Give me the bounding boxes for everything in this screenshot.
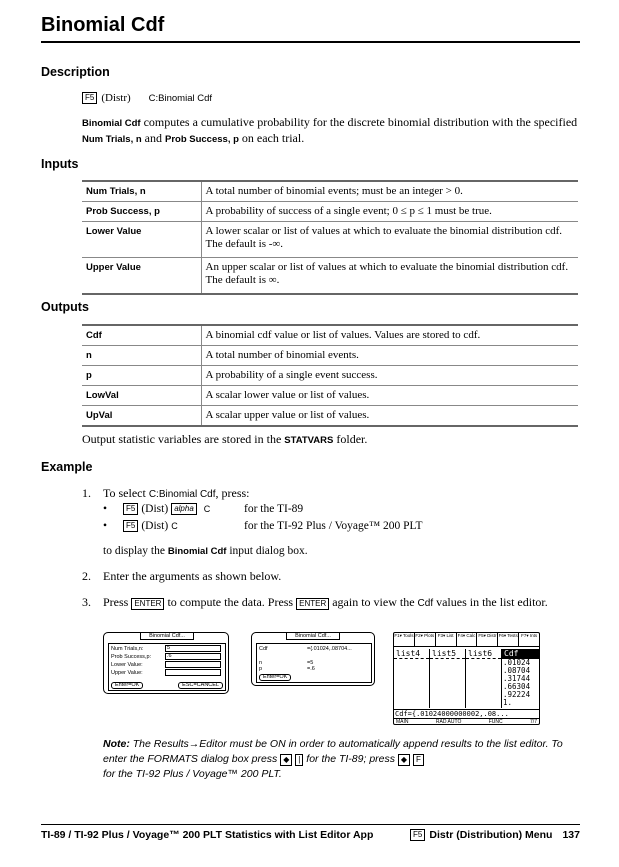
field-label: Lower Value:	[111, 662, 143, 668]
calculator-screen-results-dialog	[251, 632, 375, 686]
output-desc: A probability of a single event success.	[201, 366, 578, 386]
page-title: Binomial Cdf	[41, 14, 165, 36]
outputs-heading: Outputs	[41, 300, 89, 314]
step-menu-item: C:Binomial Cdf	[148, 489, 216, 500]
output-name: UpVal	[82, 406, 201, 427]
bullet-ti89	[103, 503, 303, 515]
dialog-title: Binomial Cdf...	[286, 633, 340, 640]
step-text: To select	[103, 486, 146, 500]
output-desc: A scalar lower value or list of values.	[201, 386, 578, 406]
menu-path: C:Binomial Cdf	[148, 92, 213, 104]
result-value: ={.01024,.08704...	[307, 646, 352, 652]
toolbar-plots-tab[interactable]: F2▾ Plots	[415, 633, 436, 646]
input-desc: A lower scalar or list of values at which to evaluate the binomial distribution cdf. The default is -∞.	[201, 222, 578, 258]
table-row	[82, 346, 578, 366]
dialog-field-labels	[111, 645, 165, 677]
enter-ok-button[interactable]: Enter=OK	[259, 674, 291, 681]
step-number: 2.	[82, 569, 91, 583]
enter-key-icon: ENTER	[296, 598, 329, 610]
cdf-cell[interactable]: .66304	[503, 682, 531, 691]
list-column[interactable]	[394, 649, 430, 708]
list-columns	[394, 649, 539, 708]
note-text-3: for the TI-92 Plus / Voyage™ 200 PLT.	[103, 768, 282, 780]
inputs-table	[82, 180, 578, 295]
para-and: and	[144, 131, 162, 145]
bullet-for-text: for the TI-92 Plus / Voyage™ 200 PLT	[244, 520, 423, 532]
output-desc: A binomial cdf value or list of values. Values are stored to cdf.	[201, 325, 578, 346]
table-row	[82, 386, 578, 406]
toolbar-calc-tab[interactable]: F4▾ Calc	[457, 633, 478, 646]
para-prob-success: Prob Success, p	[164, 134, 239, 145]
outputs-note-text-1: Output statistic variables are stored in the	[82, 432, 282, 446]
input-desc: A probability of success of a single event; 0 ≤ p ≤ 1 must be true.	[201, 202, 578, 222]
input-name: Upper Value	[82, 258, 201, 295]
list-column-cdf[interactable]	[502, 649, 539, 708]
note-label: Note:	[103, 738, 130, 750]
input-desc: A total number of binomial events; must be an integer > 0.	[201, 181, 578, 202]
diamond-key-icon: ◆	[280, 754, 292, 766]
menu-keypath	[82, 92, 212, 104]
alpha-key-icon: alpha	[171, 503, 197, 515]
num-trials-field[interactable]: 5	[165, 645, 221, 652]
output-name: p	[82, 366, 201, 386]
cdf-cell[interactable]: .31744	[503, 674, 531, 683]
prob-success-field[interactable]: .6	[165, 653, 221, 660]
display-text-1: to display the	[103, 545, 165, 557]
output-name: Cdf	[82, 325, 201, 346]
result-value: =5	[307, 660, 314, 666]
field-label: Num Trials,n:	[111, 646, 144, 652]
footer-section: Distr (Distribution) Menu	[429, 829, 553, 841]
inputs-heading: Inputs	[41, 157, 79, 171]
note-text-2: for the TI-89; press	[306, 753, 395, 765]
lower-value-field[interactable]	[165, 661, 221, 668]
cdf-cell[interactable]: .08704	[503, 666, 531, 675]
status-mode: RAD AUTO	[435, 719, 462, 725]
key-letter: C	[203, 504, 211, 514]
example-heading: Example	[41, 460, 93, 474]
step-text: Enter the arguments as shown below.	[103, 569, 282, 583]
f-key-icon: F	[413, 754, 424, 766]
column-header-cdf: Cdf	[502, 649, 539, 659]
outputs-note	[82, 432, 582, 448]
cdf-cell[interactable]: .92224	[503, 690, 531, 699]
step-text-again: again to view the	[332, 595, 415, 609]
para-text-1: computes a cumulative probability for the discrete binomial distribution with the specified	[143, 115, 578, 129]
f5-key-icon: F5	[410, 829, 425, 841]
step-text: Press	[103, 595, 129, 609]
bullet-dot-icon: •	[103, 503, 108, 515]
distr-label: (Distr)	[101, 92, 131, 104]
pipe-key-icon: |	[295, 754, 303, 766]
cdf-cell[interactable]: .01024	[503, 658, 531, 667]
enter-ok-button[interactable]: Enter=OK	[111, 682, 143, 689]
display-text	[103, 544, 603, 559]
input-name: Num Trials, n	[82, 181, 201, 202]
dist-label: (Dist)	[141, 520, 169, 532]
para-text-2: on each trial.	[241, 131, 305, 145]
f5-key-icon: F5	[123, 503, 138, 515]
calculator-screen-input-dialog	[103, 632, 229, 694]
footer-rule	[41, 824, 580, 825]
note-paragraph	[103, 737, 583, 782]
step-number: 1.	[82, 486, 91, 500]
output-name: LowVal	[82, 386, 201, 406]
key-letter: C	[171, 521, 178, 531]
field-label: Upper Value:	[111, 670, 143, 676]
upper-value-field[interactable]	[165, 669, 221, 676]
input-desc: An upper scalar or list of values at which to evaluate the binomial distribution cdf. The default is ∞.	[201, 258, 578, 295]
table-row	[82, 222, 578, 258]
toolbar-distr-tab[interactable]: F5▾ Distr	[477, 633, 498, 646]
toolbar-tests-tab[interactable]: F6▾ Tests	[498, 633, 519, 646]
column-header: list4	[394, 649, 429, 659]
status-count: 7/7	[530, 719, 537, 725]
status-graph-mode: FUNC	[488, 719, 503, 725]
column-header: list6	[466, 649, 501, 659]
step-3	[82, 595, 580, 611]
step-text-end: , press:	[215, 486, 250, 500]
list-column[interactable]	[430, 649, 466, 708]
table-row	[82, 258, 578, 295]
list-column[interactable]	[466, 649, 502, 708]
output-desc: A scalar upper value or list of values.	[201, 406, 578, 427]
outputs-table	[82, 324, 578, 427]
output-name: n	[82, 346, 201, 366]
diamond-key-icon: ◆	[398, 754, 410, 766]
step-number: 3.	[82, 595, 91, 609]
bullet-for-text: for the TI-89	[244, 503, 304, 515]
description-heading: Description	[41, 65, 110, 79]
dialog-title: Binomial Cdf...	[140, 633, 194, 640]
field-label: Prob Success,p:	[111, 654, 152, 660]
display-text-2: input dialog box.	[229, 545, 308, 557]
entry-line[interactable]: Cdf={.01024000000002,.08...	[394, 709, 539, 718]
step-2	[82, 569, 281, 584]
status-bar	[394, 718, 539, 725]
f5-key-icon: F5	[123, 520, 138, 532]
cdf-values	[502, 659, 539, 707]
input-name: Lower Value	[82, 222, 201, 258]
table-row	[82, 202, 578, 222]
title-rule	[41, 41, 580, 43]
page-footer	[41, 829, 580, 841]
column-header: list5	[430, 649, 465, 659]
footer-book-title: TI-89 / TI-92 Plus / Voyage™ 200 PLT Statistics with List Editor App	[41, 829, 374, 841]
table-row	[82, 406, 578, 427]
para-num-trials: Num Trials, n	[82, 134, 142, 145]
statvars-folder: STATVARS	[284, 435, 334, 446]
cdf-cell[interactable]: 1.	[503, 698, 513, 707]
note-text-1: The Results→Editor must be ON in order to automatically append results to the list editor. To enter the FORMATS dialog box press	[103, 738, 563, 765]
step-1	[82, 486, 250, 501]
step-text-end: values in the list editor.	[436, 595, 548, 609]
enter-key-icon: ENTER	[131, 598, 164, 610]
outputs-note-text-2: folder.	[336, 432, 368, 446]
toolbar-ints-tab[interactable]: F7▾ Ints	[521, 633, 538, 638]
input-name: Prob Success, p	[82, 202, 201, 222]
result-label: n	[259, 660, 263, 666]
cdf-label: Cdf	[417, 598, 434, 609]
f5-key-icon: F5	[82, 92, 97, 104]
para-function-name: Binomial Cdf	[82, 118, 141, 129]
bullet-ti92	[103, 520, 423, 532]
list-editor-toolbar	[394, 633, 539, 647]
bullet-dot-icon: •	[103, 520, 108, 532]
dist-label: (Dist)	[141, 503, 169, 515]
result-label: Cdf	[259, 646, 268, 652]
step-text-mid: to compute the data. Press	[167, 595, 294, 609]
table-row	[82, 325, 578, 346]
result-label: p	[259, 666, 263, 672]
output-desc: A total number of binomial events.	[201, 346, 578, 366]
esc-cancel-button[interactable]: ESC=CANCEL	[178, 682, 223, 689]
calculator-screen-list-editor	[393, 632, 540, 725]
display-function-name: Binomial Cdf	[167, 546, 227, 557]
page-number: 137	[562, 829, 580, 841]
toolbar-tools-tab[interactable]: F1▾ Tools	[394, 633, 415, 646]
description-paragraph	[82, 115, 582, 147]
toolbar-list-tab[interactable]: F3▾ List	[436, 633, 457, 646]
table-row	[82, 366, 578, 386]
result-value: =.6	[307, 666, 315, 672]
table-row	[82, 181, 578, 202]
status-folder: MAIN	[396, 719, 409, 725]
